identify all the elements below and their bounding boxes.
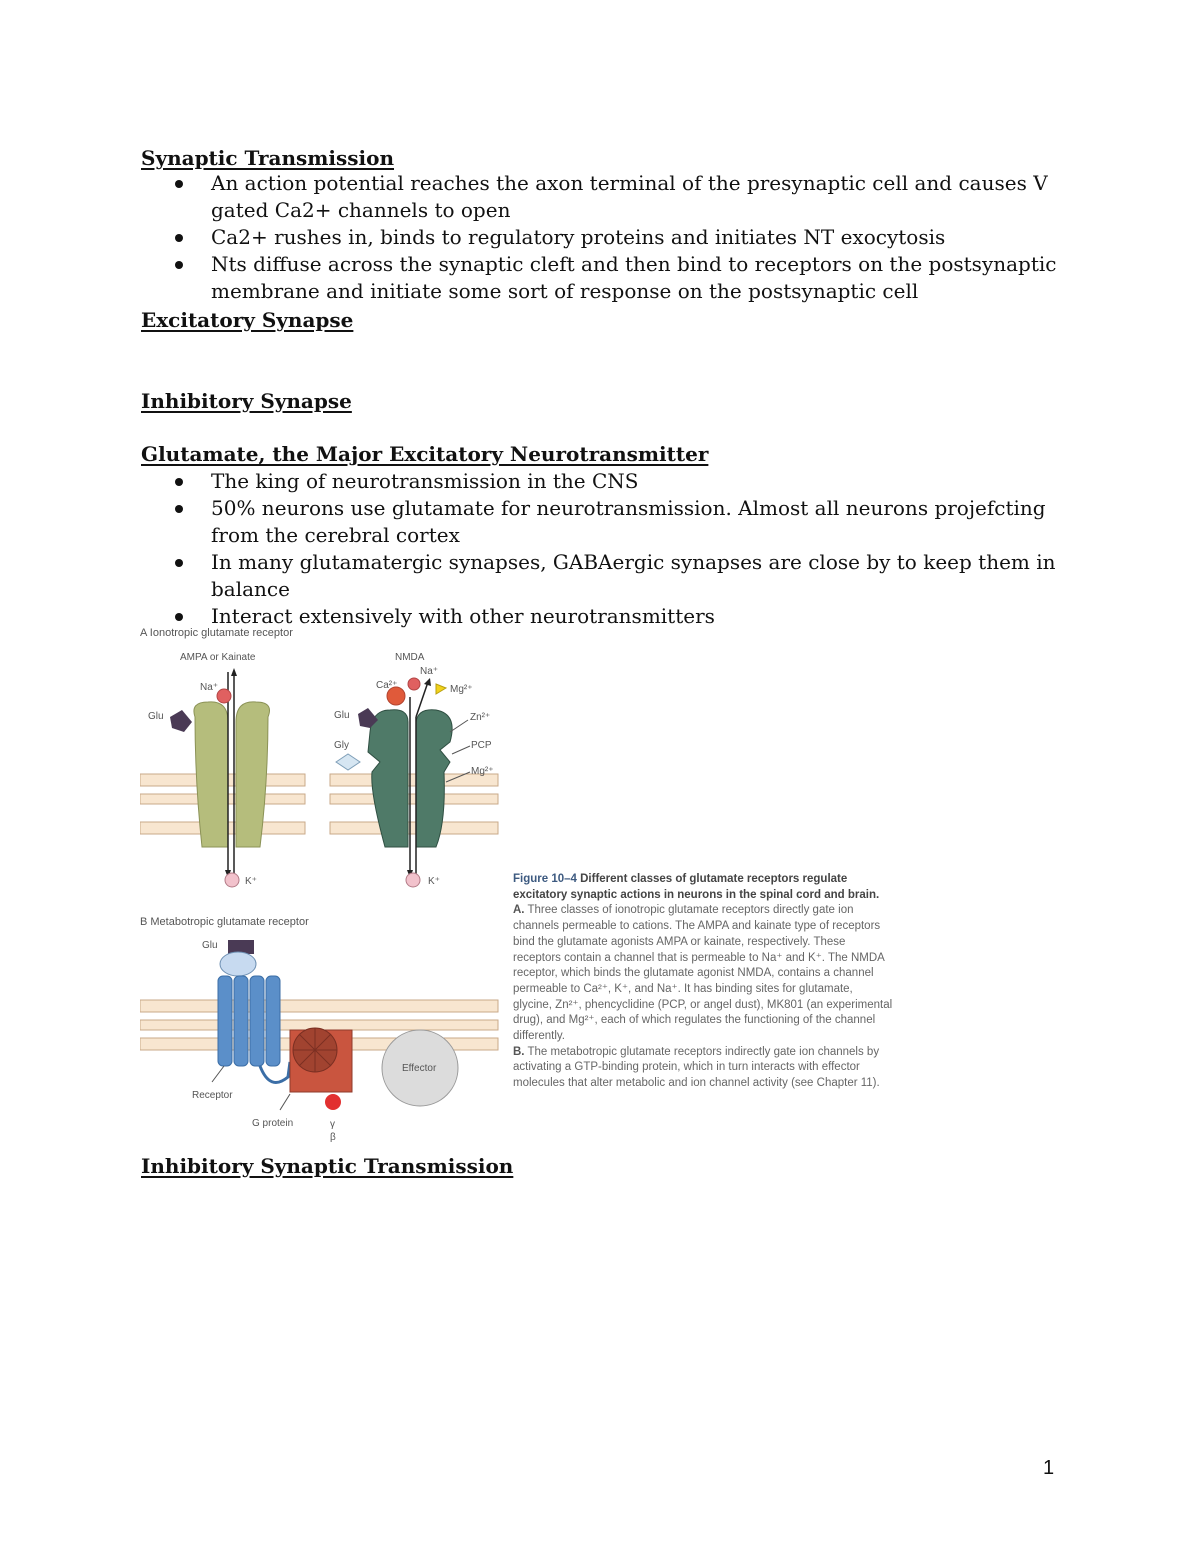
glu-label-right: Glu — [334, 710, 350, 721]
metabotropic-receptor — [218, 976, 290, 1082]
ampa-label: AMPA or Kainate — [180, 652, 256, 663]
ampa-receptor — [194, 668, 270, 878]
receptor-label: Receptor — [192, 1090, 233, 1101]
list-item: Nts diffuse across the synaptic cleft and then bind to receptors on the postsynaptic membrane and initiate some sort of response on the postsynaptic cell — [170, 251, 1070, 305]
g-protein-label: G protein — [252, 1118, 294, 1129]
potassium-ion-icon — [406, 873, 420, 887]
glutamate-icon — [170, 710, 192, 732]
g-protein-subunit-icon — [325, 1094, 341, 1110]
na-label-right: Na⁺ — [420, 666, 439, 677]
heading-synaptic-transmission: Synaptic Transmission — [141, 146, 395, 170]
glycine-icon — [336, 754, 360, 770]
glutamate-bullet-list — [170, 468, 1070, 630]
gly-label: Gly — [334, 740, 349, 751]
heading-excitatory-synapse: Excitatory Synapse — [141, 308, 354, 332]
heading-glutamate: Glutamate, the Major Excitatory Neurotransmitter — [141, 442, 709, 466]
caption-a-text: Three classes of ionotropic glutamate receptors directly gate ion channels permeable to cations. The AMPA and kainate type of receptors bind the glutamate agonists AMPA or kainate, respectively. These receptors contain a channel that is permeable to Na⁺ and K⁺. The NMDA receptor, which binds the glutamate agonist NMDA, contains a channel permeable to Ca²⁺, K⁺, and Na⁺. It has binding sites for glutamate, glycine, Zn²⁺, phencyclidine (PCP, or angel dust), MK801 (an experimental drug), and Mg²⁺, each of which regulates the functioning of the channel differently. — [513, 904, 893, 1043]
nmda-receptor — [368, 678, 452, 878]
figure-caption — [513, 872, 893, 1092]
list-item: The king of neurotransmission in the CNS — [170, 468, 1070, 495]
mg-label-top: Mg²⁺ — [450, 684, 473, 695]
ca-label: Ca²⁺ — [376, 680, 398, 691]
gamma-label: γ — [330, 1119, 335, 1130]
list-item: Interact extensively with other neurotransmitters — [170, 603, 1070, 630]
effector-label: Effector — [402, 1063, 437, 1074]
panel-a-title: A Ionotropic glutamate receptor — [140, 627, 293, 639]
page-number: 1 — [1043, 1457, 1055, 1479]
nmda-label: NMDA — [395, 652, 425, 663]
membrane-right — [330, 774, 498, 834]
synaptic-bullet-list — [170, 170, 1070, 305]
list-item: Ca2+ rushes in, binds to regulatory proteins and initiates NT exocytosis — [170, 224, 1070, 251]
heading-inhibitory-synapse: Inhibitory Synapse — [141, 389, 352, 413]
sodium-ion-icon — [217, 689, 231, 703]
list-item: 50% neurons use glutamate for neurotransmission. Almost all neurons projefcting from the cerebral cortex — [170, 495, 1070, 549]
magnesium-ion-icon — [436, 684, 446, 694]
caption-b-label: B. — [513, 1045, 525, 1058]
k-label-right: K⁺ — [428, 876, 440, 887]
panel-b-title: B Metabotropic glutamate receptor — [140, 916, 309, 928]
beta-label: β — [330, 1132, 336, 1143]
caption-title: Figure 10–4 — [513, 873, 577, 885]
mg-label-bottom: Mg²⁺ — [471, 766, 494, 777]
pcp-label: PCP — [471, 740, 492, 751]
g-protein — [290, 1028, 352, 1092]
na-label-left: Na⁺ — [200, 682, 219, 693]
binding-domain — [220, 952, 256, 976]
caption-b-text: The metabotropic glutamate receptors indirectly gate ion channels by activating a GTP-binding protein, which in turn interacts with effector molecules that alter metabolic and ion channel activity (see Chapter 11). — [513, 1045, 880, 1090]
glu-label-b: Glu — [202, 940, 218, 951]
zn-label: Zn²⁺ — [470, 712, 491, 723]
caption-a-label: A. — [513, 904, 525, 917]
sodium-ion-icon — [408, 678, 420, 690]
list-item: In many glutamatergic synapses, GABAergic synapses are close by to keep them in balance — [170, 549, 1070, 603]
caption-title-text: Different classes of glutamate receptors regulate excitatory synaptic actions in neurons in the spinal cord and brain. — [513, 873, 880, 901]
potassium-ion-icon — [225, 873, 239, 887]
list-item: An action potential reaches the axon terminal of the presynaptic cell and causes V gated Ca2+ channels to open — [170, 170, 1070, 224]
glu-label-left: Glu — [148, 711, 164, 722]
k-label-left: K⁺ — [245, 876, 257, 887]
heading-inhibitory-synaptic-transmission: Inhibitory Synaptic Transmission — [141, 1154, 514, 1178]
